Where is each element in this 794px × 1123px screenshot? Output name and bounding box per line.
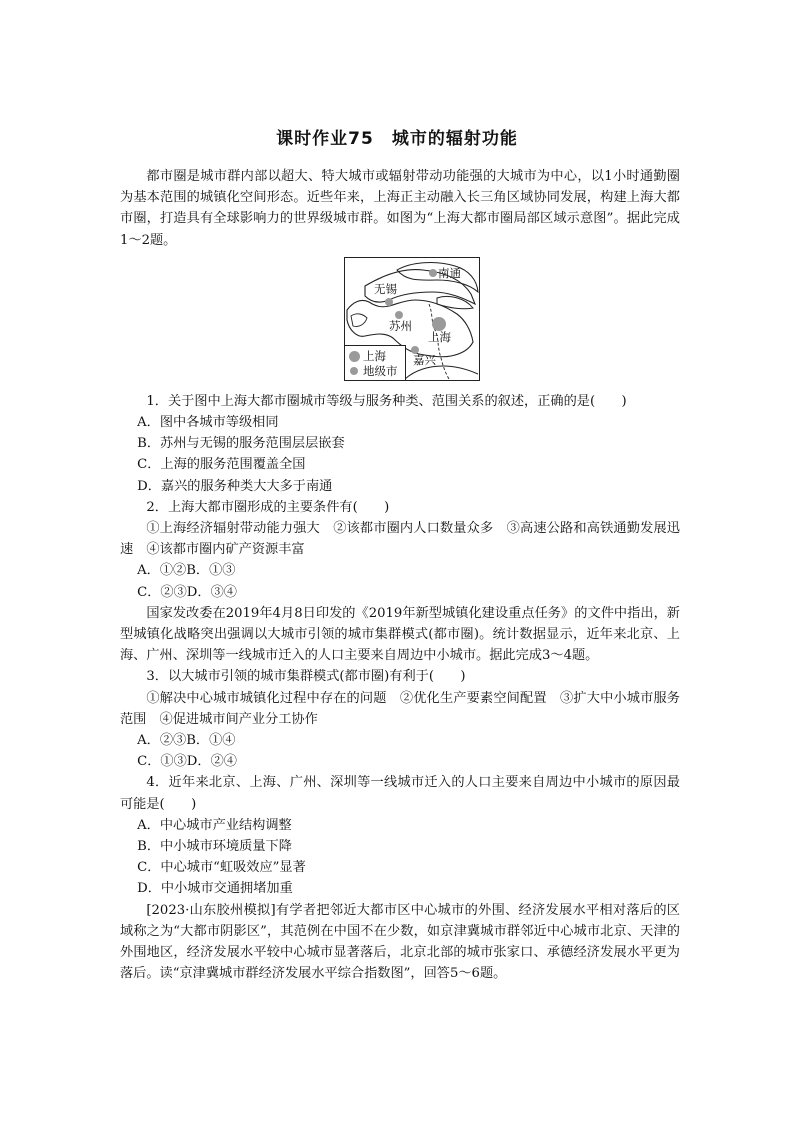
question-1-option-d: D．嘉兴的服务种类大大多于南通 (137, 478, 333, 494)
map-legend (345, 345, 406, 380)
question-1-option-c: C．上海的服务范围覆盖全国 (137, 457, 306, 473)
wuxi-label: 无锡 (374, 281, 397, 296)
passage-3: [2023·山东胶州模拟]有学者把邻近大都市区中心城市的外围、经济发展水平相对落后的区域称之为“大都市阴影区”，其范例在中国不在少数，如京津冀城市群邻近中心城市北京、天津的外围地区，经济发展水平较中心城市显著落后，北京北部的城市张家口、承德经济发展水平更为落后。读“京津冀城市群经济发展水平综合指数图”，回答5～6题。 (120, 902, 680, 982)
lake-outline (351, 314, 367, 327)
question-3-items: ①解决中心城市城镇化过程中存在的问题 ②优化生产要素空间配置 ③扩大中小城市服务范围 ④促进城市间产业分工协作 (120, 690, 680, 727)
question-3-options-cd: C．①③D．②④ (137, 754, 237, 770)
legend-city-dot (350, 367, 358, 375)
question-1-option-b: B．苏州与无锡的服务范围层层嵌套 (137, 436, 345, 452)
question-1-option-a: A．图中各城市等级相同 (137, 415, 279, 431)
question-4-option-a: A．中心城市产业结构调整 (137, 817, 292, 833)
nantong-label: 南通 (438, 265, 461, 280)
question-4-option-b: B．中小城市环境质量下降 (137, 839, 292, 855)
legend-shanghai-label: 上海 (363, 348, 386, 363)
question-2-items: ①上海经济辐射带动能力强大 ②该都市圈内人口数量众多 ③高速公路和高铁通勤发展迅速 ④该都市圈内矿产资源丰富 (120, 521, 680, 558)
question-3-options-ab: A．②③B．①④ (137, 733, 236, 749)
jiaxing-label: 嘉兴 (413, 352, 436, 367)
wuxi-dot (385, 298, 393, 306)
shanghai-dot (432, 317, 446, 331)
bay-coast (405, 366, 478, 379)
passage-1: 都市圈是城市群内部以超大、特大城市或辐射带动功能强的大城市为中心，以1小时通勤圈为基本范围的城镇化空间形态。近些年来，上海正主动融入长三角区域协同发展，构建上海大都市圈，打造具有全球影响力的世界级城市群。如图为“上海大都市圈局部区域示意图”。据此完成1～2题。 (120, 169, 680, 248)
shanghai-label: 上海 (428, 329, 451, 344)
question-3-stem: 3．以大城市引领的城市集群模式(都市圈)有利于( ) (146, 669, 466, 685)
question-4-stem: 4．近年来北京、上海、广州、深圳等一线城市迁入的人口主要来自周边中小城市的原因最可能是( ) (120, 775, 680, 812)
question-1-stem: 1．关于图中上海大都市圈城市等级与服务种类、范围关系的叙述，正确的是( ) (146, 393, 627, 409)
shanghai-metro-map (344, 257, 480, 381)
legend-shanghai-dot (349, 351, 360, 362)
suzhou-dot (395, 311, 403, 319)
worksheet-content (120, 166, 680, 985)
question-2-stem: 2．上海大都市圈形成的主要条件有( ) (146, 499, 390, 515)
passage-2: 国家发改委在2019年4月8日印发的《2019年新型城镇化建设重点任务》的文件中指出，新型城镇化战略突出强调以大城市引领的城市集群模式(都市圈)。统计数据显示，近年来北京、上海、广州、深圳等一线城市迁入的人口主要来自周边中小城市。据此完成3～4题。 (120, 605, 680, 664)
nantong-dot (429, 269, 437, 277)
island-outline (437, 296, 473, 308)
question-2-options-cd: C．②③D．③④ (137, 584, 237, 600)
question-2-options-ab: A．①②B．①③ (137, 563, 236, 579)
suzhou-label: 苏州 (389, 318, 412, 333)
page-title: 课时作业75 城市的辐射功能 (276, 129, 518, 149)
question-4-option-c: C．中心城市“虹吸效应”显著 (137, 860, 306, 876)
question-4-option-d: D．中小城市交通拥堵加重 (137, 881, 293, 897)
map-figure (120, 257, 680, 381)
legend-city-label: 地级市 (363, 363, 398, 378)
